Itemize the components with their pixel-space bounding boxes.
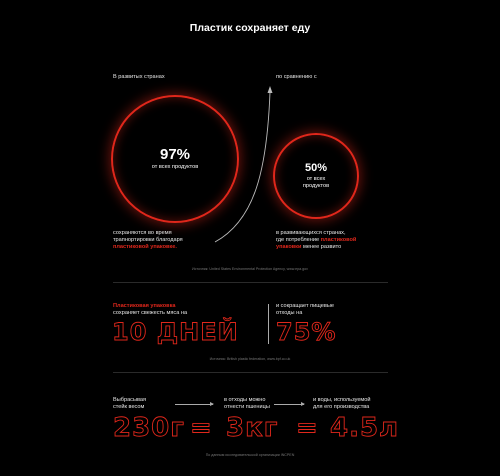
steak-text: Выбрасывая стейк весом xyxy=(113,397,147,410)
developed-text: сохраняются во время трапнортировки благодаря пластиковой упаковке. xyxy=(113,230,183,250)
page-title: Пластик сохраняет еду xyxy=(189,22,311,34)
source-bpf: Источник: British plastic federation, www.bpf.co.uk xyxy=(209,357,291,361)
packaging-text: Пластиковая упаковка сохраняет свежесть мяса на xyxy=(113,303,188,316)
small-percentage-circle xyxy=(273,133,359,219)
big-circle-value: 97% xyxy=(159,146,191,163)
source-incpen: По данным исследовательской организации INCPEN xyxy=(205,453,295,457)
big-circle-label: от всех продуктов xyxy=(151,164,199,170)
wheat-weight-value: 3кг xyxy=(226,413,279,443)
water-text: и воды, используемой для его производства xyxy=(313,397,371,410)
seventy-five-percent-value: 75% xyxy=(276,318,337,346)
developed-countries-heading: В развитых странах xyxy=(113,74,165,80)
ten-days-value: 10 ДНЕЙ xyxy=(112,318,239,346)
divider-2 xyxy=(113,372,388,373)
developing-text: в развивающихся странах, где потребление пластиковой упаковки менее развито xyxy=(276,230,357,250)
equals-sign-2: = xyxy=(296,413,319,443)
small-circle-label-1: от всех xyxy=(306,176,326,182)
small-circle-value: 50% xyxy=(304,162,328,174)
waste-reduction-text: и сокращает пищевые отходы на xyxy=(276,303,334,316)
curve-arrow-icon xyxy=(205,80,285,250)
comparison-heading: по сравнению с xyxy=(276,74,317,80)
wheat-text: в отходы можно отнести пшеницы xyxy=(224,397,270,410)
steak-weight-value: 230г xyxy=(113,413,185,443)
section2-vertical-line xyxy=(268,304,269,344)
arrow-right-icon-1 xyxy=(175,404,213,405)
source-epa: Источник: United States Environmental Protection Agency, www.epa.gov xyxy=(192,267,308,271)
small-circle-label-2: продуктов xyxy=(302,183,330,189)
arrow-right-icon-2 xyxy=(274,404,304,405)
equals-sign-1: = xyxy=(190,413,213,443)
water-volume-value: 4.5л xyxy=(330,413,400,443)
divider-1 xyxy=(113,282,388,283)
